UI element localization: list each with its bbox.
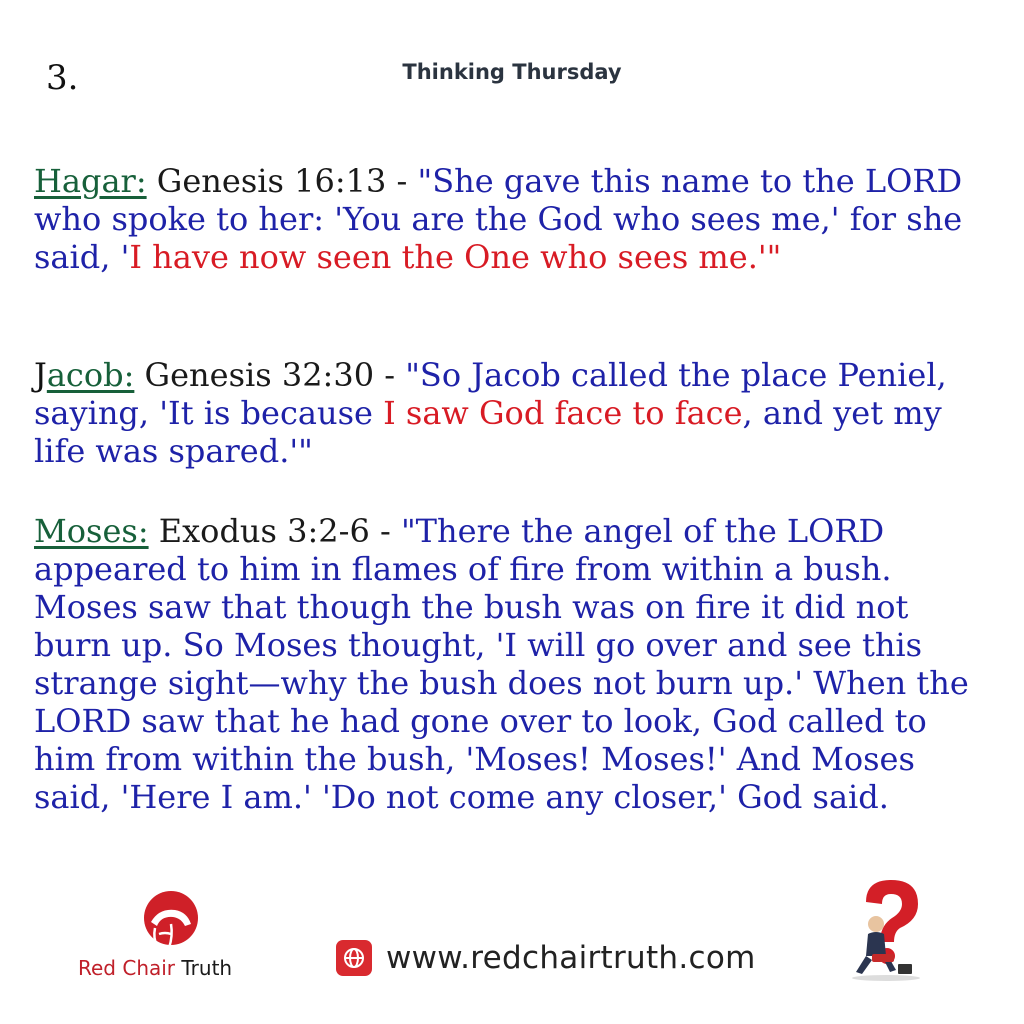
website-url[interactable]: www.redchairtruth.com: [386, 940, 756, 976]
passage-highlight-jacob: I saw God face to face: [383, 394, 743, 432]
logo-text-dark: Truth: [175, 956, 233, 980]
passage-name-hagar: Hagar:: [34, 162, 147, 200]
passage-quote-jacob-part2: , and yet my life was spared.'": [34, 394, 942, 470]
logo-text: [78, 956, 278, 980]
red-chair-truth-logo: [78, 888, 268, 988]
passage-quote-hagar-part1: "She gave this name to the LORD who spoke to her: 'You are the God who sees me,' for she said, ': [34, 162, 963, 276]
passage-reference-moses: Exodus 3:2-6 -: [148, 512, 401, 550]
thinking-man-question-mark-icon: [836, 872, 936, 984]
passage-quote-moses: "There the angel of the LORD appeared to him in flames of fire from within a bush. Moses saw that though the bush was on fire it did not burn up. So Moses thought, 'I will go over and see this strange sight—why the bush does not burn up.' When the LORD saw that he had gone over to look, God called to him from within the bush, 'Moses! Moses!' And Moses said, 'Here I am.' 'Do not come any closer,' God said.: [34, 512, 969, 816]
passage-name-jacob: acob:: [46, 356, 135, 394]
logo-text-red: Red Chair: [78, 956, 176, 980]
passage-jacob: [34, 356, 994, 470]
page-number: 3.: [46, 58, 79, 98]
passage-moses: [34, 512, 994, 816]
passage-highlight-hagar: I have now seen the One who sees me.: [129, 238, 758, 276]
red-chair-logo-icon: [133, 888, 205, 954]
passage-name-jacob-initial: J: [34, 356, 47, 394]
passage-quote-jacob-part1: "So Jacob called the place Peniel, saying, 'It is because: [34, 356, 947, 432]
passage-name-moses: Moses:: [34, 512, 149, 550]
passage-reference-jacob: Genesis 32:30 -: [134, 356, 406, 394]
globe-icon: [336, 940, 372, 976]
website-link[interactable]: [336, 938, 756, 978]
passage-reference-hagar: Genesis 16:13 -: [146, 162, 418, 200]
passage-quote-hagar-part2: '": [757, 238, 782, 276]
header-title: Thinking Thursday: [402, 60, 622, 84]
passage-hagar: [34, 162, 994, 276]
